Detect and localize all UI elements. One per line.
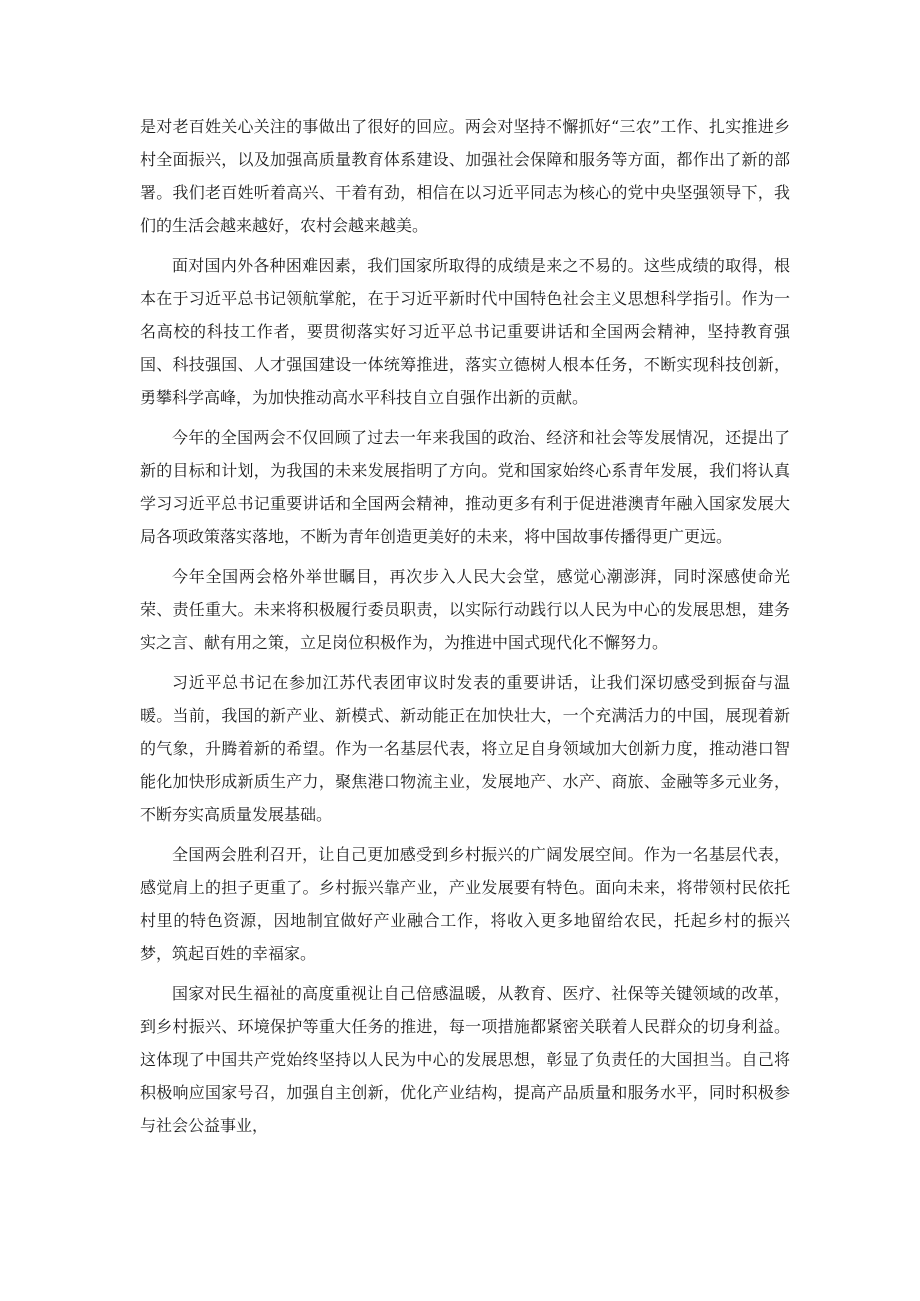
paragraph-7: 国家对民生福祉的高度重视让自己倍感温暖，从教育、医疗、社保等关键领域的改革，到乡村振兴、环境保护等重大任务的推进，每一项措施都紧密关联着人民群众的切身利益。这体现了中国共产党始终坚持以人民为中心的发展思想，彰显了负责任的大国担当。自己将积极响应国家号召，加强自主创新，优化产业结构，提高产品质量和服务水平，同时积极参与社会公益事业， [140, 984, 790, 1135]
paragraph-5: 习近平总书记在参加江苏代表团审议时发表的重要讲话，让我们深切感受到振奋与温暖。当前，我国的新产业、新模式、新动能正在加快壮大，一个充满活力的中国，展现着新的气象，升腾着新的希望。作为一名基层代表，将立足自身领域加大创新力度，推动港口智能化加快形成新质生产力，聚焦港口物流主业，发展地产、水产、商旅、金融等多元业务，不断夯实高质量发展基础。 [140, 673, 790, 824]
paragraph-4: 今年全国两会格外举世瞩目，再次步入人民大会堂，感觉心潮澎湃，同时深感使命光荣、责任重大。未来将积极履行委员职责，以实际行动践行以人民为中心的发展思想，建务实之言、献有用之策，立足岗位积极作为，为推进中国式现代化不懈努力。 [140, 567, 790, 652]
paragraph-1: 是对老百姓关心关注的事做出了很好的回应。两会对坚持不懈抓好“三农”工作、扎实推进乡村全面振兴，以及加强高质量教育体系建设、加强社会保障和服务等方面，都作出了新的部署。我们老百姓听着高兴、干着有劲，相信在以习近平同志为核心的党中央坚强领导下，我们的生活会越来越好，农村会越来越美。 [140, 117, 790, 235]
paragraph-3: 今年的全国两会不仅回顾了过去一年来我国的政治、经济和社会等发展情况，还提出了新的目标和计划，为我国的未来发展指明了方向。党和国家始终心系青年发展，我们将认真学习习近平总书记重要讲话和全国两会精神，推动更多有利于促进港澳青年融入国家发展大局各项政策落实落地，不断为青年创造更美好的未来，将中国故事传播得更广更远。 [140, 428, 790, 546]
paragraph-6: 全国两会胜利召开，让自己更加感受到乡村振兴的广阔发展空间。作为一名基层代表，感觉肩上的担子更重了。乡村振兴靠产业，产业发展要有特色。面向未来，将带领村民依托村里的特色资源，因地制宜做好产业融合工作，将收入更多地留给农民，托起乡村的振兴梦，筑起百姓的幸福家。 [140, 845, 790, 963]
paragraph-2: 面对国内外各种困难因素，我们国家所取得的成绩是来之不易的。这些成绩的取得，根本在于习近平总书记领航掌舵，在于习近平新时代中国特色社会主义思想科学指引。作为一名高校的科技工作者，要贯彻落实好习近平总书记重要讲话和全国两会精神，坚持教育强国、科技强国、人才强国建设一体统筹推进，落实立德树人根本任务，不断实现科技创新，勇攀科学高峰，为加快推动高水平科技自立自强作出新的贡献。 [140, 256, 790, 407]
document-body [140, 110, 790, 1149]
